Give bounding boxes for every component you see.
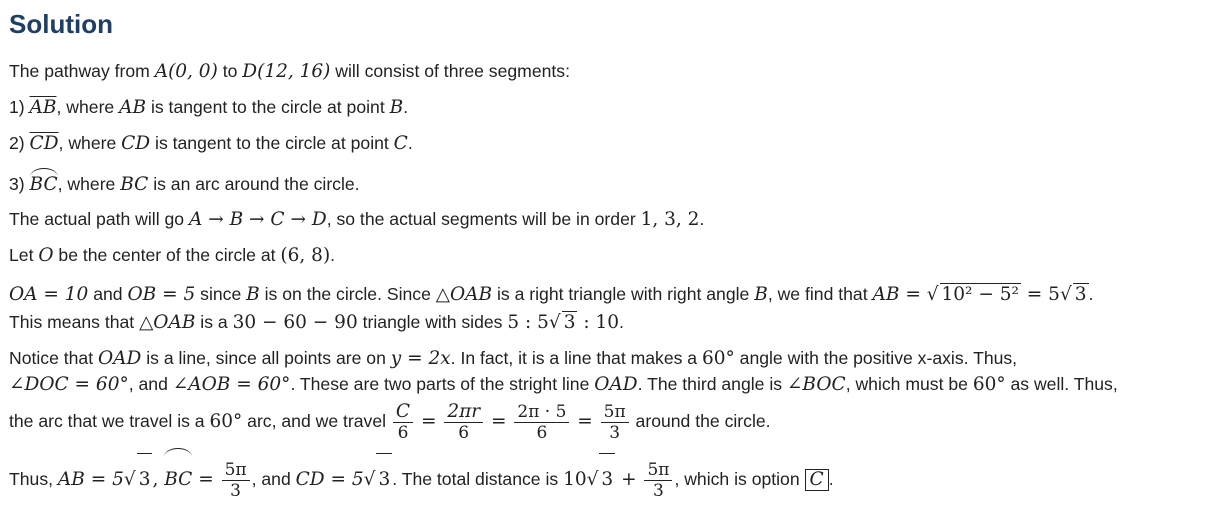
text-line-8: This means that △OAB is a 30 − 60 − 90 triangle with sides 5 : 5√ 3 : 10. [9, 312, 624, 333]
text-line-1: The pathway from A(0, 0) to D(12, 16) will consist of three segments: [9, 61, 570, 82]
fraction-2pi5-over-6: $\frac{2\pi \cdot 5}{6}$ [514, 402, 569, 443]
text-line-5: The actual path will go A → B → C → D, so the actual segments will be in order 1, 3, 2. [9, 209, 705, 230]
fraction-c-over-6: $\frac{C}{6}$ [393, 402, 413, 443]
text-line-2: 1) $\overline{AB}$, where AB is tangent to the circle at point B. [9, 97, 409, 118]
fraction-5pi-over-3: $\frac{5\pi}{3}$ [601, 402, 629, 443]
text-line-10: ∠DOC = 60°, and ∠AOB = 60°. These are two parts of the stright line OAD. The third angle is ∠BOC, which must be 60° as well. Thus, [9, 374, 1118, 395]
text-line-12: Thus, AB = 5√ 3 , BC = $\frac{5\pi}{3}$ , and CD = 5√ 3 . The total distance is 10√ 3 + $\frac{5\pi}{3}$ , which is option C . [9, 453, 834, 506]
text-line-9: Notice that OAD is a line, since all points are on y = 2x. In fact, it is a line that makes a 60° angle with the positive x-axis. Thus, [9, 348, 1018, 369]
answer-box: C [805, 469, 829, 491]
text-line-7: OA = 10 and OB = 5 since B is on the circle. Since △OAB is a right triangle with right angle B, we find that AB = √ 10² − 5² = 5√ 3 . [9, 284, 1094, 305]
solution-heading: Solution [9, 9, 113, 39]
fraction-5pi-over-3-b: $\frac{5\pi}{3}$ [644, 460, 672, 501]
fraction-5pi-over-3-a: $\frac{5\pi}{3}$ [222, 460, 250, 501]
text-line-3: 2) $\overline{CD}$, where CD is tangent to the circle at point C. [9, 133, 413, 154]
text-line-6: Let O be the center of the circle at (6, 8). [9, 245, 336, 266]
text-line-4: 3) BC, where BC is an arc around the circle. [9, 174, 360, 195]
text-line-11: the arc that we travel is a 60° arc, and we travel $\frac{C}{6}$ = $\frac{2\pi r}{6}$ = $\frac{2\pi \cdot 5}{6}$ = $\frac{5\pi}{3}$ around the circle. [9, 400, 771, 443]
fraction-2pir-over-6: $\frac{2\pi r}{6}$ [444, 402, 483, 443]
